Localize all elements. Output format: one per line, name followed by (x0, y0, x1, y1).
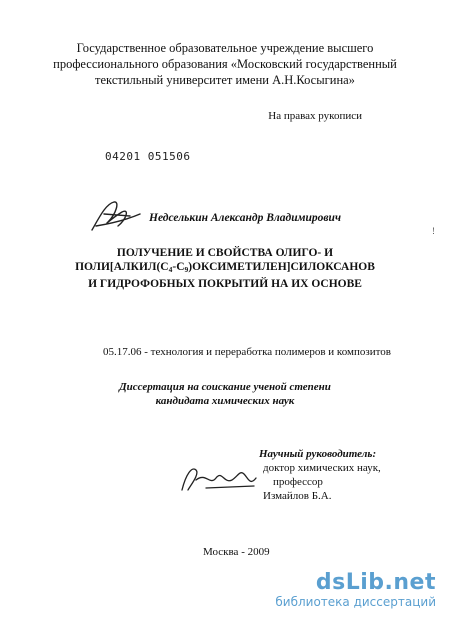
institution-line-3: текстильный университет имени А.Н.Косыгина» (95, 73, 355, 87)
title-subscript-1: 4 (168, 265, 173, 274)
specialty: 05.17.06 - технология и переработка полимеров и композитов (103, 346, 391, 358)
advisor-signature (176, 460, 266, 500)
author-signature (86, 196, 146, 238)
degree-line-2: кандидата химических наук (155, 395, 295, 407)
degree-statement (0, 380, 450, 408)
title-line-1: ПОЛУЧЕНИЕ И СВОЙСТВА ОЛИГО- И (116, 247, 334, 259)
title-line-2 (0, 260, 450, 277)
title-line-2-part-c: )ОКСИМЕТИЛЕН]СИЛОКСАНОВ (188, 261, 375, 273)
dissertation-title (0, 246, 450, 291)
advisor-degree: доктор химических наук, (263, 462, 381, 474)
institution-line-1: Государственное образовательное учреждение высшего (76, 41, 374, 55)
side-mark: ! (432, 226, 435, 236)
dslib-watermark[interactable] (275, 571, 436, 609)
title-subscript-2: 9 (184, 265, 189, 274)
advisor-name: Измайлов Б.А. (263, 490, 332, 502)
city-year: Москва - 2009 (203, 546, 270, 558)
author-name: Недселькин Александр Владимирович (149, 212, 341, 224)
registration-number: 04201 051506 (105, 150, 191, 163)
dslib-logo: dsLib.net (315, 570, 436, 595)
manuscript-note: На правах рукописи (268, 110, 362, 122)
advisor-heading: Научный руководитель: (259, 448, 377, 460)
title-line-3: И ГИДРОФОБНЫХ ПОКРЫТИЙ НА ИХ ОСНОВЕ (88, 278, 362, 290)
advisor-block (259, 447, 381, 503)
dslib-tagline: библиотека диссертаций (275, 595, 436, 609)
advisor-title: профессор (273, 476, 323, 488)
title-line-2-part-a: ПОЛИ[АЛКИЛ(С (75, 261, 169, 273)
institution-header (0, 40, 450, 88)
title-line-2-part-b: -С (172, 261, 185, 273)
institution-line-2: профессионального образования «Московский государственный (53, 57, 397, 71)
degree-line-1: Диссертация на соискание ученой степени (119, 381, 331, 393)
